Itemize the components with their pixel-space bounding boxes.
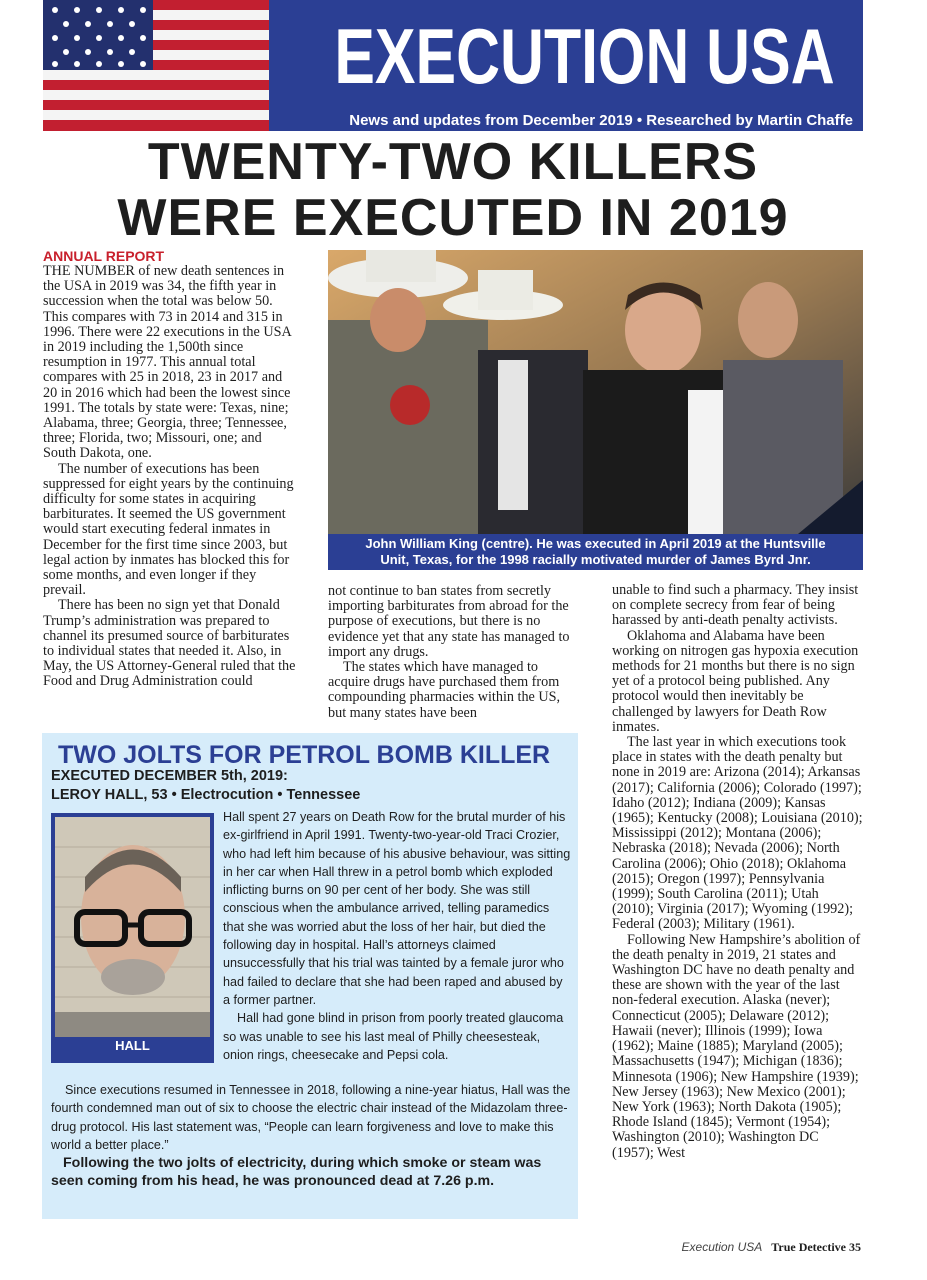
col3-paragraph: unable to find such a pharmacy. They insist on complete secrecy from fear of being harassed by anti-death penalty activists.	[612, 582, 859, 629]
col2-paragraph: The states which have managed to acquire drugs have purchased them from compounding pharmacies within the US, but many states have been	[328, 659, 561, 721]
article-column-3	[612, 583, 864, 1161]
col1-paragraph: The number of executions has been suppressed for eight years by the continuing difficulty for some states in acquiring barbiturates. It seemed the US government would start executing federal inmates in December for the first time since 2003, but legal action by inmates has blocked this for some months, and even longer if they prevail.	[43, 460, 294, 599]
boxout-subtitle-date: EXECUTED DECEMBER 5th, 2019:	[51, 768, 288, 784]
header-banner	[269, 0, 863, 131]
boxout-paragraph: Hall had gone blind in prison from poorly treated glaucoma so was unable to see his last meal of Philly cheesesteak, onion rings, cheesecake and Pepsi cola.	[223, 1011, 564, 1062]
caption-line-1: John William King (centre). He was executed in April 2019 at the Huntsville	[365, 536, 826, 551]
col1-paragraph: THE NUMBER of new death sentences in the USA in 2019 was 34, the fifth year in succession when the total was below 50. This compares with 73 in 2014 and 315 in 1996. There were 22 executions in the USA in 2019 including the 1,500th since resumption in 1977. This annual total compares with 25 in 2018, 23 in 2017 and 20 in 2016 which had been the lowest since 1991. The totals by state were: Texas, nine; Alabama, three; Georgia, three; Tennessee, three; Florida, two; Missouri, one; and South Dakota, one.	[43, 263, 291, 462]
article-photo	[328, 250, 863, 570]
article-column-1	[43, 264, 296, 690]
photo-caption	[328, 534, 863, 570]
headline-line-1: TWENTY-TWO KILLERS	[147, 133, 759, 191]
col2-paragraph: not continue to ban states from secretly importing barbiturates from abroad for the purpose of executions, but there is no evidence yet that any state has managed to import any drugs.	[328, 583, 570, 660]
flag-graphic	[43, 0, 269, 131]
section-title: EXECUTION USA	[334, 12, 835, 100]
boxout-paragraph: Since executions resumed in Tennessee in 2018, following a nine-year hiatus, Hall was the fourth condemned man out of six to choose the electric chair instead of the Midazolam three-drug protocol. His last statement was, “People can learn forgiveness and love to make this world a better place.”	[51, 1083, 571, 1152]
headline-line-2: WERE EXECUTED IN 2019	[117, 189, 789, 247]
boxout-final-paragraph: Following the two jolts of electricity, during which smoke or steam was seen coming from his head, he was pronounced dead at 7.26 p.m.	[51, 1155, 542, 1189]
boxout-text-full	[51, 1081, 573, 1154]
mugshot-graphic	[55, 817, 210, 1037]
mugshot-label: HALL	[115, 1038, 150, 1053]
col3-paragraph: The last year in which executions took place in states with the death penalty but none in 2019 are: Arizona (2014); Arkansas (2017); California (2006); Colorado (1997); Idaho (2012); Indiana (2009); Kansas (1965); Kentucky (2008); Louisiana (2010); Mississippi (2012); Montana (2006); Nebraska (2018); Nevada (2006); North Carolina (2006); Ohio (2018); Oklahoma (2015); Oregon (1997); Pennsylvania (1999); South Carolina (2011); Utah (2010); Virginia (2017); Wyoming (1992); Federal (2003); Military (1961).	[612, 734, 863, 933]
boxout-text-right	[223, 808, 571, 1064]
footer-page-number: True Detective 35	[771, 1240, 861, 1254]
section-subtitle: News and updates from December 2019 • Researched by Martin Chaffe	[349, 112, 853, 129]
footer-section: Execution USA	[681, 1240, 763, 1254]
col3-paragraph: Oklahoma and Alabama have been working on nitrogen gas hypoxia execution methods for 21 months but there is no sign yet of a protocol being published. Any protocol would then inevitably be challenged by lawyers for Death Row inmates.	[612, 627, 859, 735]
col1-paragraph: There has been no sign yet that Donald Trump’s administration was prepared to channel its presumed source of barbiturates to individual states that needed it. Also, in May, the US Attorney-General ruled that the Food and Drug Administration could	[43, 597, 296, 690]
caption-line-2: Unit, Texas, for the 1998 racially motivated murder of James Byrd Jnr.	[380, 552, 811, 567]
mugshot-image	[55, 817, 210, 1037]
photo-graphic	[328, 250, 863, 534]
boxout-subtitle-name: LEROY HALL, 53 • Electrocution • Tennessee	[51, 787, 361, 803]
boxout-paragraph: Hall spent 27 years on Death Row for the brutal murder of his ex-girlfriend in April 1991. Twenty-two-year-old Traci Crozier, who had left him because of his abusive behaviour, was sitting in her car when Hall threw in a petrol bomb which exploded inflicting burns on 90 per cent of her body. She was still conscious when the ambulance arrived, telling paramedics that she was worried abut the loss of her hair, but died the following day in hospital. Hall’s attorneys claimed unsuccessfully that his trial was tainted by a female juror who had failed to declare that she had been raped and abused by a former partner.	[223, 810, 571, 1007]
col3-paragraph: Following New Hampshire’s abolition of the death penalty in 2019, 21 states and Washington DC have no death penalty and these are shown with the year of the last non-federal execution. Alaska (never); Connecticut (2005); Delaware (2012); Hawaii (never); Illinois (1999); Iowa (1962); Maine (1885); Maryland (2005); Massachusetts (1947); Michigan (1836); Minnesota (1906); New Hampshire (1939); New Jersey (1963); New Mexico (2001); New York (1963); North Dakota (1905); Rhode Island (1845); Vermont (1954); Washington (2010); Washington DC (1957); West	[612, 931, 861, 1161]
page-footer	[682, 1240, 861, 1255]
us-flag-image	[43, 0, 269, 131]
article-kicker: ANNUAL REPORT	[43, 248, 165, 264]
article-column-2	[328, 584, 578, 721]
boxout-title: TWO JOLTS FOR PETROL BOMB KILLER	[58, 741, 551, 769]
